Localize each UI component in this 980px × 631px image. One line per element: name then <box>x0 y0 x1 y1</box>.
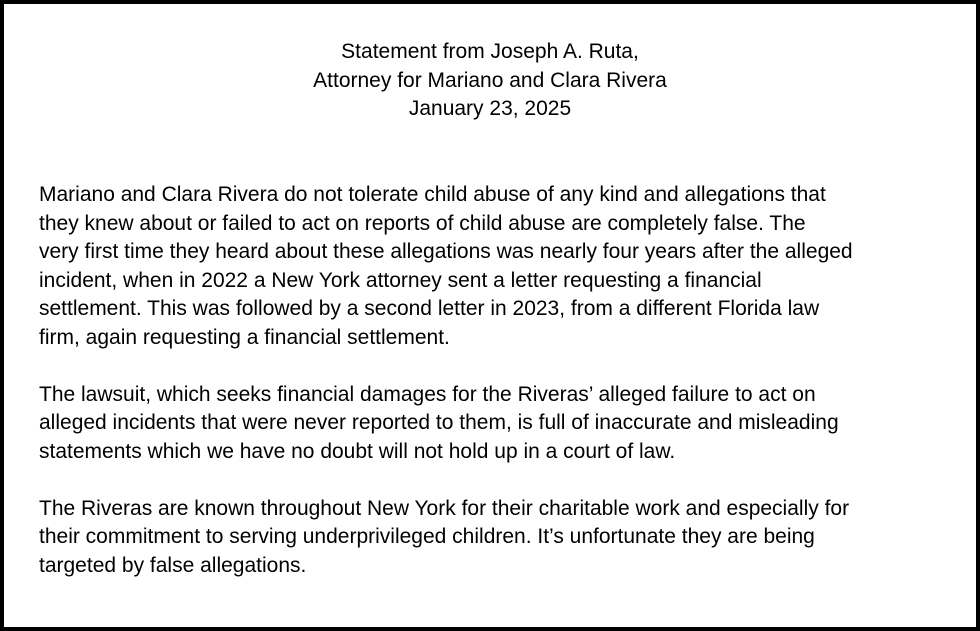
statement-header <box>4 38 976 124</box>
header-date: January 23, 2025 <box>408 97 572 120</box>
paragraph-line: Mariano and Clara Rivera do not tolerate child abuse of any kind and allegations that <box>39 183 826 206</box>
paragraph-1 <box>39 181 966 352</box>
paragraph-line: incident, when in 2022 a New York attorney sent a letter requesting a financial <box>39 268 762 292</box>
paragraph-line: alleged incidents that were never reported to them, is full of inaccurate and misleading <box>39 411 839 434</box>
paragraph-line: The lawsuit, which seeks financial damages for the Riveras’ alleged failure to act on <box>39 382 816 406</box>
paragraph-line: settlement. This was followed by a second letter in 2023, from a different Florida law <box>39 297 820 320</box>
header-title: Statement from Joseph A. Ruta, <box>341 40 639 63</box>
paragraph-line: statements which we have no doubt will not hold up in a court of law. <box>39 439 676 463</box>
paragraph-3 <box>39 495 966 581</box>
paragraph-line: they knew about or failed to act on reports of child abuse are completely false. The <box>39 211 806 235</box>
paragraph-line: The Riveras are known throughout New York for their charitable work and especially for <box>39 496 850 520</box>
header-subtitle: Attorney for Mariano and Clara Rivera <box>313 68 667 92</box>
paragraph-line: targeted by false allegations. <box>39 553 307 577</box>
statement-body <box>39 181 966 580</box>
paragraph-line: their commitment to serving underprivileged children. It’s unfortunate they are being <box>39 525 815 548</box>
paragraph-line: firm, again requesting a financial settlement. <box>39 325 450 349</box>
paragraph-line: very first time they heard about these allegations was nearly four years after the alleged <box>39 240 853 263</box>
paragraph-2 <box>39 381 966 467</box>
